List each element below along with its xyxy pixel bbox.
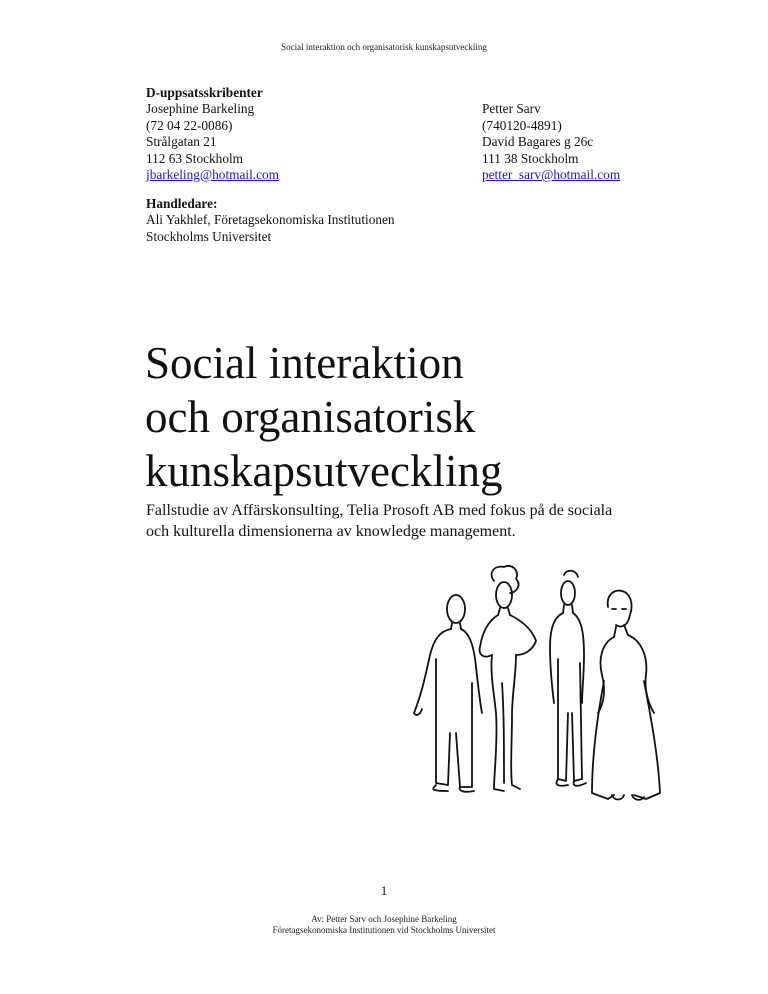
author-right-email-link[interactable]: petter_sarv@hotmail.com xyxy=(482,167,621,183)
page-number: 1 xyxy=(380,883,388,898)
author-left xyxy=(146,101,279,183)
footer-line-1: Av: Petter Sarv och Josephine Barkeling xyxy=(311,914,457,924)
figure-man-slim xyxy=(550,571,586,786)
title-line-1: Social interaktion xyxy=(145,338,464,388)
author-right xyxy=(482,101,620,183)
figure-woman-curly xyxy=(480,566,536,791)
author-right-city: 111 38 Stockholm xyxy=(482,150,579,166)
author-left-city: 112 63 Stockholm xyxy=(146,150,244,166)
author-left-email-link[interactable]: jbarkeling@hotmail.com xyxy=(146,167,279,183)
author-right-street: David Bagares g 26c xyxy=(482,134,594,150)
figure-man-left xyxy=(414,595,482,792)
subtitle-line-2: och kulturella dimensionerna av knowledge management. xyxy=(146,523,516,540)
authors-heading: D-uppsatsskribenter xyxy=(146,85,263,100)
author-left-name: Josephine Barkeling xyxy=(146,101,255,117)
author-right-name: Petter Sarv xyxy=(482,101,541,117)
supervisor-block xyxy=(146,196,395,245)
supervisor-line-2: Stockholms Universitet xyxy=(146,228,272,244)
subtitle-line-1: Fallstudie av Affärskonsulting, Telia Prosoft AB med fokus på de sociala xyxy=(146,502,613,519)
title-line-2: och organisatorisk xyxy=(145,392,476,442)
title-line-3: kunskapsutveckling xyxy=(145,446,503,496)
footer-line-2: Företagsekonomiska Institutionen vid Stockholms Universitet xyxy=(272,925,496,935)
document-title xyxy=(145,336,705,498)
figure-woman-dress xyxy=(592,591,660,800)
supervisor-heading: Handledare: xyxy=(146,196,218,211)
author-left-street: Strålgatan 21 xyxy=(146,134,217,150)
authors-block xyxy=(146,85,666,183)
people-sketch-icon xyxy=(408,563,672,813)
author-left-id: (72 04 22-0086) xyxy=(146,117,233,133)
author-right-id: (740120-4891) xyxy=(482,117,562,133)
document-subtitle xyxy=(146,500,666,542)
running-header: Social interaktion och organisatorisk kunskapsutveckling xyxy=(281,42,487,52)
supervisor-line-1: Ali Yakhlef, Företagsekonomiska Institutionen xyxy=(146,212,395,228)
footer xyxy=(0,914,768,936)
